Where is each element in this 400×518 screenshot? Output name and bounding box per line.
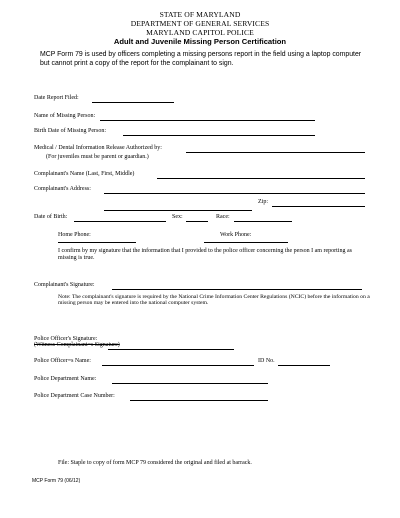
date-of-birth-field[interactable] xyxy=(74,221,166,222)
race-field[interactable] xyxy=(234,221,292,222)
form-number: MCP Form 79 (06/12) xyxy=(32,478,81,484)
complainant-signature-label: Complainant's Signature: xyxy=(34,282,95,288)
officer-signature-label: Police Officer's Signature: xyxy=(34,336,98,342)
name-missing-label: Name of Missing Person: xyxy=(34,113,96,119)
date-report-filed-field[interactable] xyxy=(92,102,174,103)
complainant-address-label: Complainant's Address: xyxy=(34,186,91,192)
header-state: STATE OF MARYLAND xyxy=(159,10,241,19)
sex-label: Sex: xyxy=(172,214,183,220)
signature-note: Note: The complainant's signature is required by the National Crime Information Center Regulations (NCIC) before the information on a missing person may be entered into the national computer system. xyxy=(58,294,370,307)
zip-label: Zip: xyxy=(258,199,268,205)
name-missing-field[interactable] xyxy=(100,120,315,121)
birth-date-missing-field[interactable] xyxy=(123,135,315,136)
form-title: Adult and Juvenile Missing Person Certification xyxy=(113,37,287,46)
complainant-signature-field[interactable] xyxy=(112,289,362,290)
witness-label: (Witness Complainant=s Signature) xyxy=(34,342,120,348)
header-agency: MARYLAND CAPITOL POLICE xyxy=(146,28,254,37)
date-report-filed-label: Date Report Filed: xyxy=(34,95,79,101)
intro-paragraph: MCP Form 79 is used by officers completing a missing persons report in the field using a laptop computer but cannot print a copy of the report for the complainant to sign. xyxy=(40,51,362,67)
complainant-name-label: Complainant's Name (Last, First, Middle) xyxy=(34,171,135,177)
officer-signature-field[interactable] xyxy=(108,349,234,350)
race-label: Race: xyxy=(216,214,230,220)
medical-release-label: Medical / Dental Information Release Authorized by: xyxy=(34,145,162,151)
case-number-label: Police Department Case Number: xyxy=(34,393,115,399)
officer-name-field[interactable] xyxy=(102,365,254,366)
medical-release-field[interactable] xyxy=(186,152,365,153)
complainant-address-field[interactable] xyxy=(104,193,365,194)
case-number-field[interactable] xyxy=(130,400,268,401)
work-phone-field[interactable] xyxy=(204,242,288,243)
department-name-label: Police Department Name: xyxy=(34,376,97,382)
header-department: DEPARTMENT OF GENERAL SERVICES xyxy=(130,19,270,28)
certification-statement: I confirm by my signature that the information that I provided to the police officer concerning the person I am reporting as missing is true. xyxy=(58,248,352,262)
medical-release-note: (For juveniles must be parent or guardian.) xyxy=(46,154,149,160)
id-no-label: ID No. xyxy=(258,358,275,364)
home-phone-label: Home Phone: xyxy=(58,232,91,238)
birth-date-missing-label: Birth Date of Missing Person: xyxy=(34,128,106,134)
complainant-address-line2-field[interactable] xyxy=(104,210,252,211)
officer-name-label: Police Officer=s Name: xyxy=(34,358,91,364)
zip-field[interactable] xyxy=(272,206,365,207)
department-name-field[interactable] xyxy=(112,383,268,384)
date-of-birth-label: Date of Birth: xyxy=(34,214,68,220)
file-instruction: File: Staple to copy of form MCP 79 considered the original and filed at barrack. xyxy=(58,460,252,466)
home-phone-field[interactable] xyxy=(58,242,136,243)
complainant-name-field[interactable] xyxy=(157,178,365,179)
id-no-field[interactable] xyxy=(278,365,330,366)
sex-field[interactable] xyxy=(186,221,208,222)
work-phone-label: Work Phone: xyxy=(220,232,252,238)
